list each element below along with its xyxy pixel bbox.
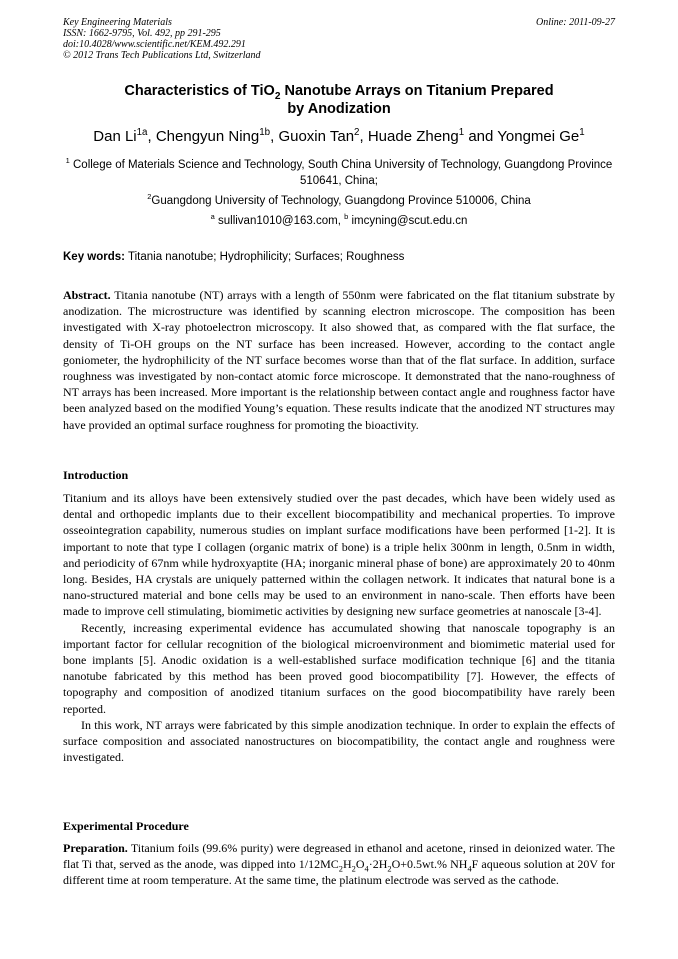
title-text-b: Nanotube Arrays on Titanium Prepared [280,83,554,99]
prep-subscript: 2 [338,864,343,874]
author-conjunction: and [464,128,498,145]
author-name: Guoxin Tan [278,128,355,145]
affiliation-2-text: Guangdong University of Technology, Guangdong Province 510006, China [151,195,531,207]
title-subscript: 2 [274,90,281,102]
email-b-sup: b [344,212,349,222]
paper-title [63,82,615,118]
author-affil-sup: 1a [136,127,148,138]
intro-paragraph-1: Titanium and its alloys have been extensively studied over the past decades, which have been widely used as dental and orthopedic implants due to their excellent biocompatibility and mechanical properties. To improve osseointegration capability, numerous studies on implant surface modifications have been performed [1-2]. It is important to note that type I collagen (organic matrix of bone) is a triple helix 300nm in length, 0.5nm in width, and periodicity of 67nm while hydroxyaptite (HA; inorganic mineral phase of bone) are approximately 20 to 40nm long. Besides, HA crystals are uniquely patterned within the collagen network. It indicates that natural bone is a nano-structured material and bone cells may be used to an environment in nano-scale. Then efforts have been made to improve cell stimulating, biomimetic activities by designing new surface geometries at nanoscale [3-4]. [63,491,615,619]
prep-subscript: 2 [387,864,392,874]
abstract [63,287,615,433]
affiliation-1 [63,157,615,189]
keywords-label: Key words: [63,251,125,263]
prep-text: ·2H [368,857,388,872]
prep-text: O [355,857,365,872]
preparation-label: Preparation. [63,841,128,855]
abstract-text: Titania nanotube (NT) arrays with a length of 550nm were fabricated on the flat titanium substrate by anodization. The microstructure was identified by scanning electron microscope. The composition has been investigated with X-ray photoelectron microscopy. It also showed that, as compared with the flat surface, the density of Ti-OH groups on the NT surface has been increased. However, according to the contact angle goniometer, the hydrophilicity of the NT surface becomes worse than that of the flat surface. In addition, surface roughness was investigated by non-contact atomic force microscope. It demonstrated that the nano-roughness of NT arrays has been increased. More important is the relationship between contact angle and roughness factor have been analyzed based on the modified Young’s equation. These results indicate that the anodized NT structures may have provided an optimal surface roughness for promoting the bioactivity. [63,288,615,432]
prep-subscript: 2 [351,864,356,874]
prep-text: F aqueous solution at 20V for different time at room temperature. At the same time, the platinum electrode was served as the cathode. [63,857,615,888]
keywords [63,250,615,265]
prep-subscript: 4 [364,864,369,874]
author-name: Yongmei Ge [497,128,580,145]
email-a[interactable]: sullivan1010@163.com, [218,215,341,227]
affiliation-2-sup: 2 [147,192,152,202]
title-line-1 [63,82,615,100]
author-name: Huade Zheng [367,128,459,145]
journal-name: Key Engineering Materials [63,17,172,28]
abstract-label: Abstract. [63,288,111,302]
author-name: Chengyun Ning [155,128,260,145]
introduction-heading: Introduction [63,468,129,482]
email-b[interactable]: imcyning@scut.edu.cn [351,215,468,227]
preparation-paragraph [63,840,615,889]
author-affil-sup: 1 [458,127,465,138]
online-date: Online: 2011-09-27 [536,17,615,28]
author-affil-sup: 2 [354,127,360,138]
author-name: Dan Li [93,128,137,145]
experimental-heading: Experimental Procedure [63,819,189,833]
prep-subscript: 4 [467,864,472,874]
affiliation-1-sup: 1 [65,156,70,166]
issn-line: ISSN: 1662-9795, Vol. 492, pp 291-295 [63,28,221,39]
author-affil-sup: 1 [579,127,585,138]
prep-text: O+0.5wt.% NH [391,857,468,872]
journal-header [63,17,615,61]
affiliation-2 [63,193,615,209]
intro-paragraph-3: In this work, NT arrays were fabricated by this simple anodization technique. In order to explain the effects of surface composition and associated nanostructures on biocompatibility, the contact angle and roughness were investigated. [63,717,615,765]
keywords-text: Titania nanotube; Hydrophilicity; Surfaces; Roughness [128,251,405,263]
author-affil-sup: 1b [259,127,271,138]
intro-paragraph-2: Recently, increasing experimental evidence has accumulated showing that nanoscale topography is an important factor for cellular recognition of the biological microenvironment and biomimetic material used for bone implants [5]. Anodic oxidation is a well-established surface modification technique [6] and the titania nanotube fabricated by this method has been proved good biocompatibility [7]. However, the effects of topography and composition of anodized titanium surfaces on the good biocompatibility have rarely been reported. [63,620,615,716]
doi-line: doi:10.4028/www.scientific.net/KEM.492.291 [63,39,246,50]
email-a-sup: a [210,212,215,222]
introduction-body [63,490,615,765]
title-text-a: Characteristics of TiO [124,83,275,99]
email-line [63,213,615,229]
prep-text: H [342,857,352,872]
affiliation-1-text: College of Materials Science and Technology, South China University of Technology, Guangdong Province 510641, China; [73,159,613,187]
title-line-2: by Anodization [287,101,391,117]
prep-text: Titanium foils (99.6% purity) were degreased in ethanol and acetone, rinsed in deionized water. The flat Ti that, served as the anode, was dipped into 1/12MC [63,841,615,872]
copyright-line: © 2012 Trans Tech Publications Ltd, Switzerland [63,50,261,61]
author-list: Dan $Li^{1a}$, Chengyun Ning$^{1b}$, Guoxin Tan$^2$, Huade Zheng$^1$ and Yongmei Ge$^1$ [93,127,585,145]
